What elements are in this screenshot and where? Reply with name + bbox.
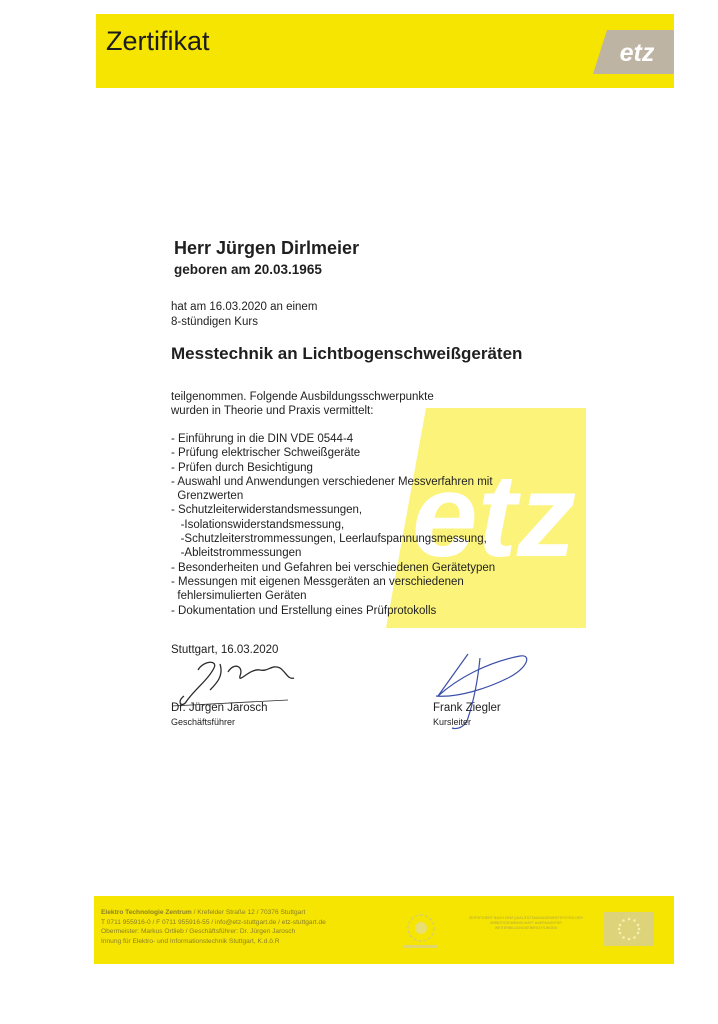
topic-item: - Einführung in die DIN VDE 0544-4 <box>171 433 354 445</box>
topic-item: - Besonderheiten und Gefahren bei verschiedenen Gerätetypen <box>171 561 496 574</box>
intro-text <box>171 300 317 330</box>
topic-item: - Prüfung elektrischer Schweißgeräte <box>171 447 361 460</box>
recipient-name: Herr Jürgen Dirlmeier <box>174 238 360 258</box>
topic-item: - Messungen mit eigenen Messgeräten an verschiedenen <box>171 575 464 588</box>
footer-org: Elektro Technologie Zentrum <box>101 909 192 916</box>
certification-seal <box>466 916 586 946</box>
topic-item: - Schutzleiterwiderstandsmessungen, <box>171 504 363 517</box>
topic-item: - Auswahl und Anwendungen verschiedener Messverfahren mit <box>171 475 493 488</box>
topic-item: fehlersimulierten Geräten <box>171 590 307 603</box>
paragraph-line: wurden in Theorie und Praxis vermittelt: <box>171 405 374 417</box>
course-title: Messtechnik an Lichtbogenschweißgeräten <box>171 344 523 363</box>
signatory-name: Frank Ziegler <box>433 702 501 714</box>
place-date: Stuttgart, 16.03.2020 <box>171 644 279 656</box>
signatory-name: Dr. Jürgen Jarosch <box>171 702 268 714</box>
topic-item: - Dokumentation und Erstellung eines Prüfprotokolls <box>171 604 437 617</box>
signatory-role: Geschäftsführer <box>171 717 236 727</box>
topic-item: - Prüfen durch Besichtigung <box>171 461 313 474</box>
footer-address: / Krefelder Straße 12 / 70376 Stuttgart <box>191 909 306 916</box>
intro-line: 8-stündigen Kurs <box>171 316 258 328</box>
etz-logo <box>593 30 674 74</box>
signatory-role: Kursleiter <box>433 717 472 727</box>
footer-line <box>101 908 401 918</box>
watermark-text: etz <box>412 450 576 582</box>
recipient-birthdate: geboren am 20.03.1965 <box>174 262 322 277</box>
intro-line: hat am 16.03.2020 an einem <box>171 301 318 313</box>
topic-item: -Isolationswiderstandsmessung, <box>171 518 345 531</box>
topic-list <box>171 432 495 618</box>
footer-line: Innung für Elektro- und Informationstechnik Stuttgart, K.d.ö.R <box>101 937 280 945</box>
eu-flag-icon <box>604 912 654 946</box>
etz-logo-text: etz <box>619 39 655 67</box>
footer-contact <box>101 908 401 946</box>
certificate-title: Zertifikat <box>106 26 210 56</box>
topic-item: -Schutzleiterstrommessungen, Leerlaufspannungsmessung, <box>171 533 487 546</box>
footer-line: T 0711 955916-0 / F 0711 955916-55 / info@etz-stuttgart.de / etz-stuttgart.de <box>101 918 326 926</box>
certification-text: ZERTIFIZIERT NACH DEM QUALITÄTSMANAGEMENTSYSTEM DER ARBEITSGEMEINSCHAFT ANERKANNTER WEITERBILDUNGSEINRICHTUNGEN <box>468 916 583 930</box>
participation-paragraph <box>171 390 434 418</box>
paragraph-line: teilgenommen. Folgende Ausbildungsschwerpunkte <box>171 391 434 403</box>
topic-item: -Ableitstrommessungen <box>171 547 302 560</box>
footer-line: Obermeister: Markus Ortlieb / Geschäftsführer: Dr. Jürgen Jarosch <box>101 928 296 936</box>
seal-icon <box>396 910 446 952</box>
signature-jarosch <box>168 650 298 710</box>
topic-item: Grenzwerten <box>171 490 244 503</box>
